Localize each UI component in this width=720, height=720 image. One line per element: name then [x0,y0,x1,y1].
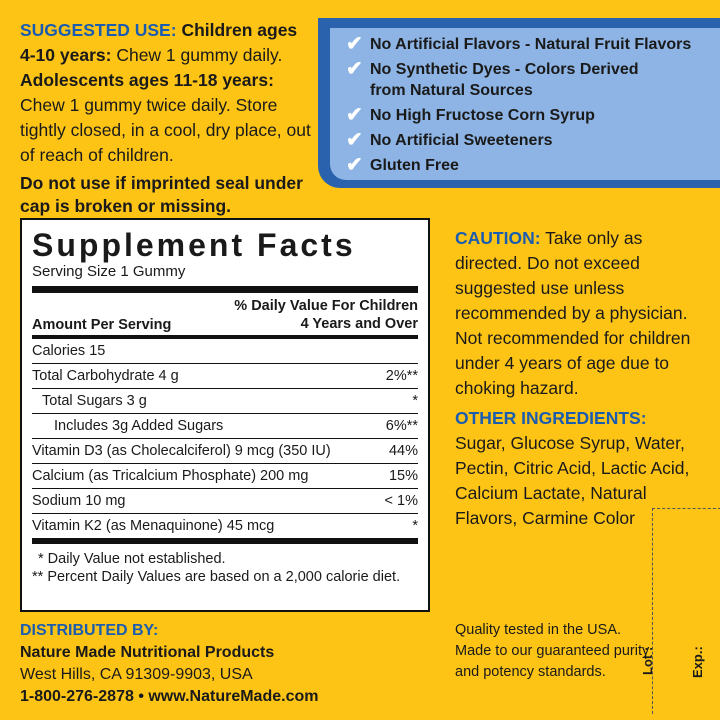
nutrient-name: Vitamin D3 (as Cholecalciferol) 9 mcg (350 IU) [32,443,331,459]
benefit-label: Gluten Free [370,157,459,174]
other-ingredients-heading: OTHER INGREDIENTS: [455,408,647,428]
children-label: Children ages 4-10 years: [20,20,298,65]
facts-footnotes [32,544,418,586]
benefits-list [330,28,720,180]
facts-row [32,364,418,389]
checkmark-icon: ✔ [346,58,363,80]
lot-label: Lot : [640,646,655,675]
benefit-item [346,155,720,176]
distributor-section [20,620,440,708]
nutrient-name: Vitamin K2 (as Menaquinone) 45 mcg [32,518,275,534]
nutrient-name: Total Carbohydrate 4 g [32,368,179,384]
nutrient-name: Sodium 10 mg [32,493,126,509]
children-text: Chew 1 gummy daily. [111,45,283,65]
caution-heading: CAUTION: [455,228,541,248]
facts-row [32,389,418,414]
benefit-item [346,59,720,101]
benefit-label: No High Fructose Corn Syrup [370,107,595,124]
nutrient-name: Total Sugars 3 g [42,393,147,409]
nutrient-dv: 44% [388,443,418,459]
nutrient-dv: 2%** [385,368,418,384]
benefit-item [346,34,720,55]
suggested-use-heading: SUGGESTED USE: [20,20,177,40]
suggested-use-section [20,18,315,218]
nutrient-name: Calories 15 [32,343,106,359]
checkmark-icon: ✔ [346,33,363,55]
facts-title: Supplement Facts [32,227,356,263]
nutrient-dv: * [412,393,418,409]
facts-row [32,339,418,364]
lot-exp-box [652,508,720,714]
distributor-heading: DISTRIBUTED BY: [20,622,159,639]
benefit-label: No Artificial Sweeteners [370,132,553,149]
nutrient-dv: 15% [388,468,418,484]
nutrient-name: Includes 3g Added Sugars [54,418,224,434]
benefit-item [346,130,720,151]
benefit-label: No Synthetic Dyes - Colors Derived from Natural Sources [370,61,639,99]
nutrient-dv: * [412,518,418,534]
caution-text: Take only as directed. Do not exceed suggested use unless recommended by a physician. Not recommended for children under 4 years of age due to choking hazard. [455,228,691,398]
dv-header [234,297,418,333]
facts-row [32,464,418,489]
footnote-daily-value: * Daily Value not established. [38,551,226,567]
checkmark-icon: ✔ [346,104,363,126]
serving-size: Serving Size 1 Gummy [32,262,418,293]
checkmark-icon: ✔ [346,154,363,176]
nutrient-name: Calcium (as Tricalcium Phosphate) 200 mg [32,468,309,484]
dv-header-line2: 4 Years and Over [300,316,418,332]
amount-header: Amount Per Serving [32,317,172,333]
facts-row [32,414,418,439]
benefit-item [346,105,720,126]
facts-row [32,514,418,544]
seal-warning: Do not use if imprinted seal under cap is broken or missing. [20,173,303,216]
nutrient-dv: 6%** [385,418,418,434]
benefits-panel [318,18,720,188]
checkmark-icon: ✔ [346,129,363,151]
facts-header [32,293,418,339]
footnote-percent: ** Percent Daily Values are based on a 2,000 calorie diet. [32,569,401,585]
adolescents-label: Adolescents ages 11-18 years: [20,70,274,90]
other-ingredients-text: Sugar, Glucose Syrup, Water, Pectin, Citric Acid, Lactic Acid, Calcium Lactate, Natural Flavors, Carmine Color [455,433,690,528]
caution-section [455,226,705,401]
dv-header-line1: % Daily Value For Children [234,298,418,314]
distributor-company: Nature Made Nutritional Products [20,644,275,661]
nutrient-dv: < 1% [384,493,418,509]
quality-statement: Quality tested in the USA. Made to our guaranteed purity and potency standards. [455,622,650,680]
adolescents-text: Chew 1 gummy twice daily. Store tightly closed, in a cool, dry place, out of reach of children. [20,95,311,165]
facts-row [32,489,418,514]
supplement-facts-panel [20,218,430,612]
distributor-contact: 1-800-276-2878 • www.NatureMade.com [20,688,319,705]
exp-label: Exp.: [690,646,705,678]
distributor-address: West Hills, CA 91309-9903, USA [20,666,253,683]
facts-row [32,439,418,464]
benefit-label: No Artificial Flavors - Natural Fruit Flavors [370,36,692,53]
